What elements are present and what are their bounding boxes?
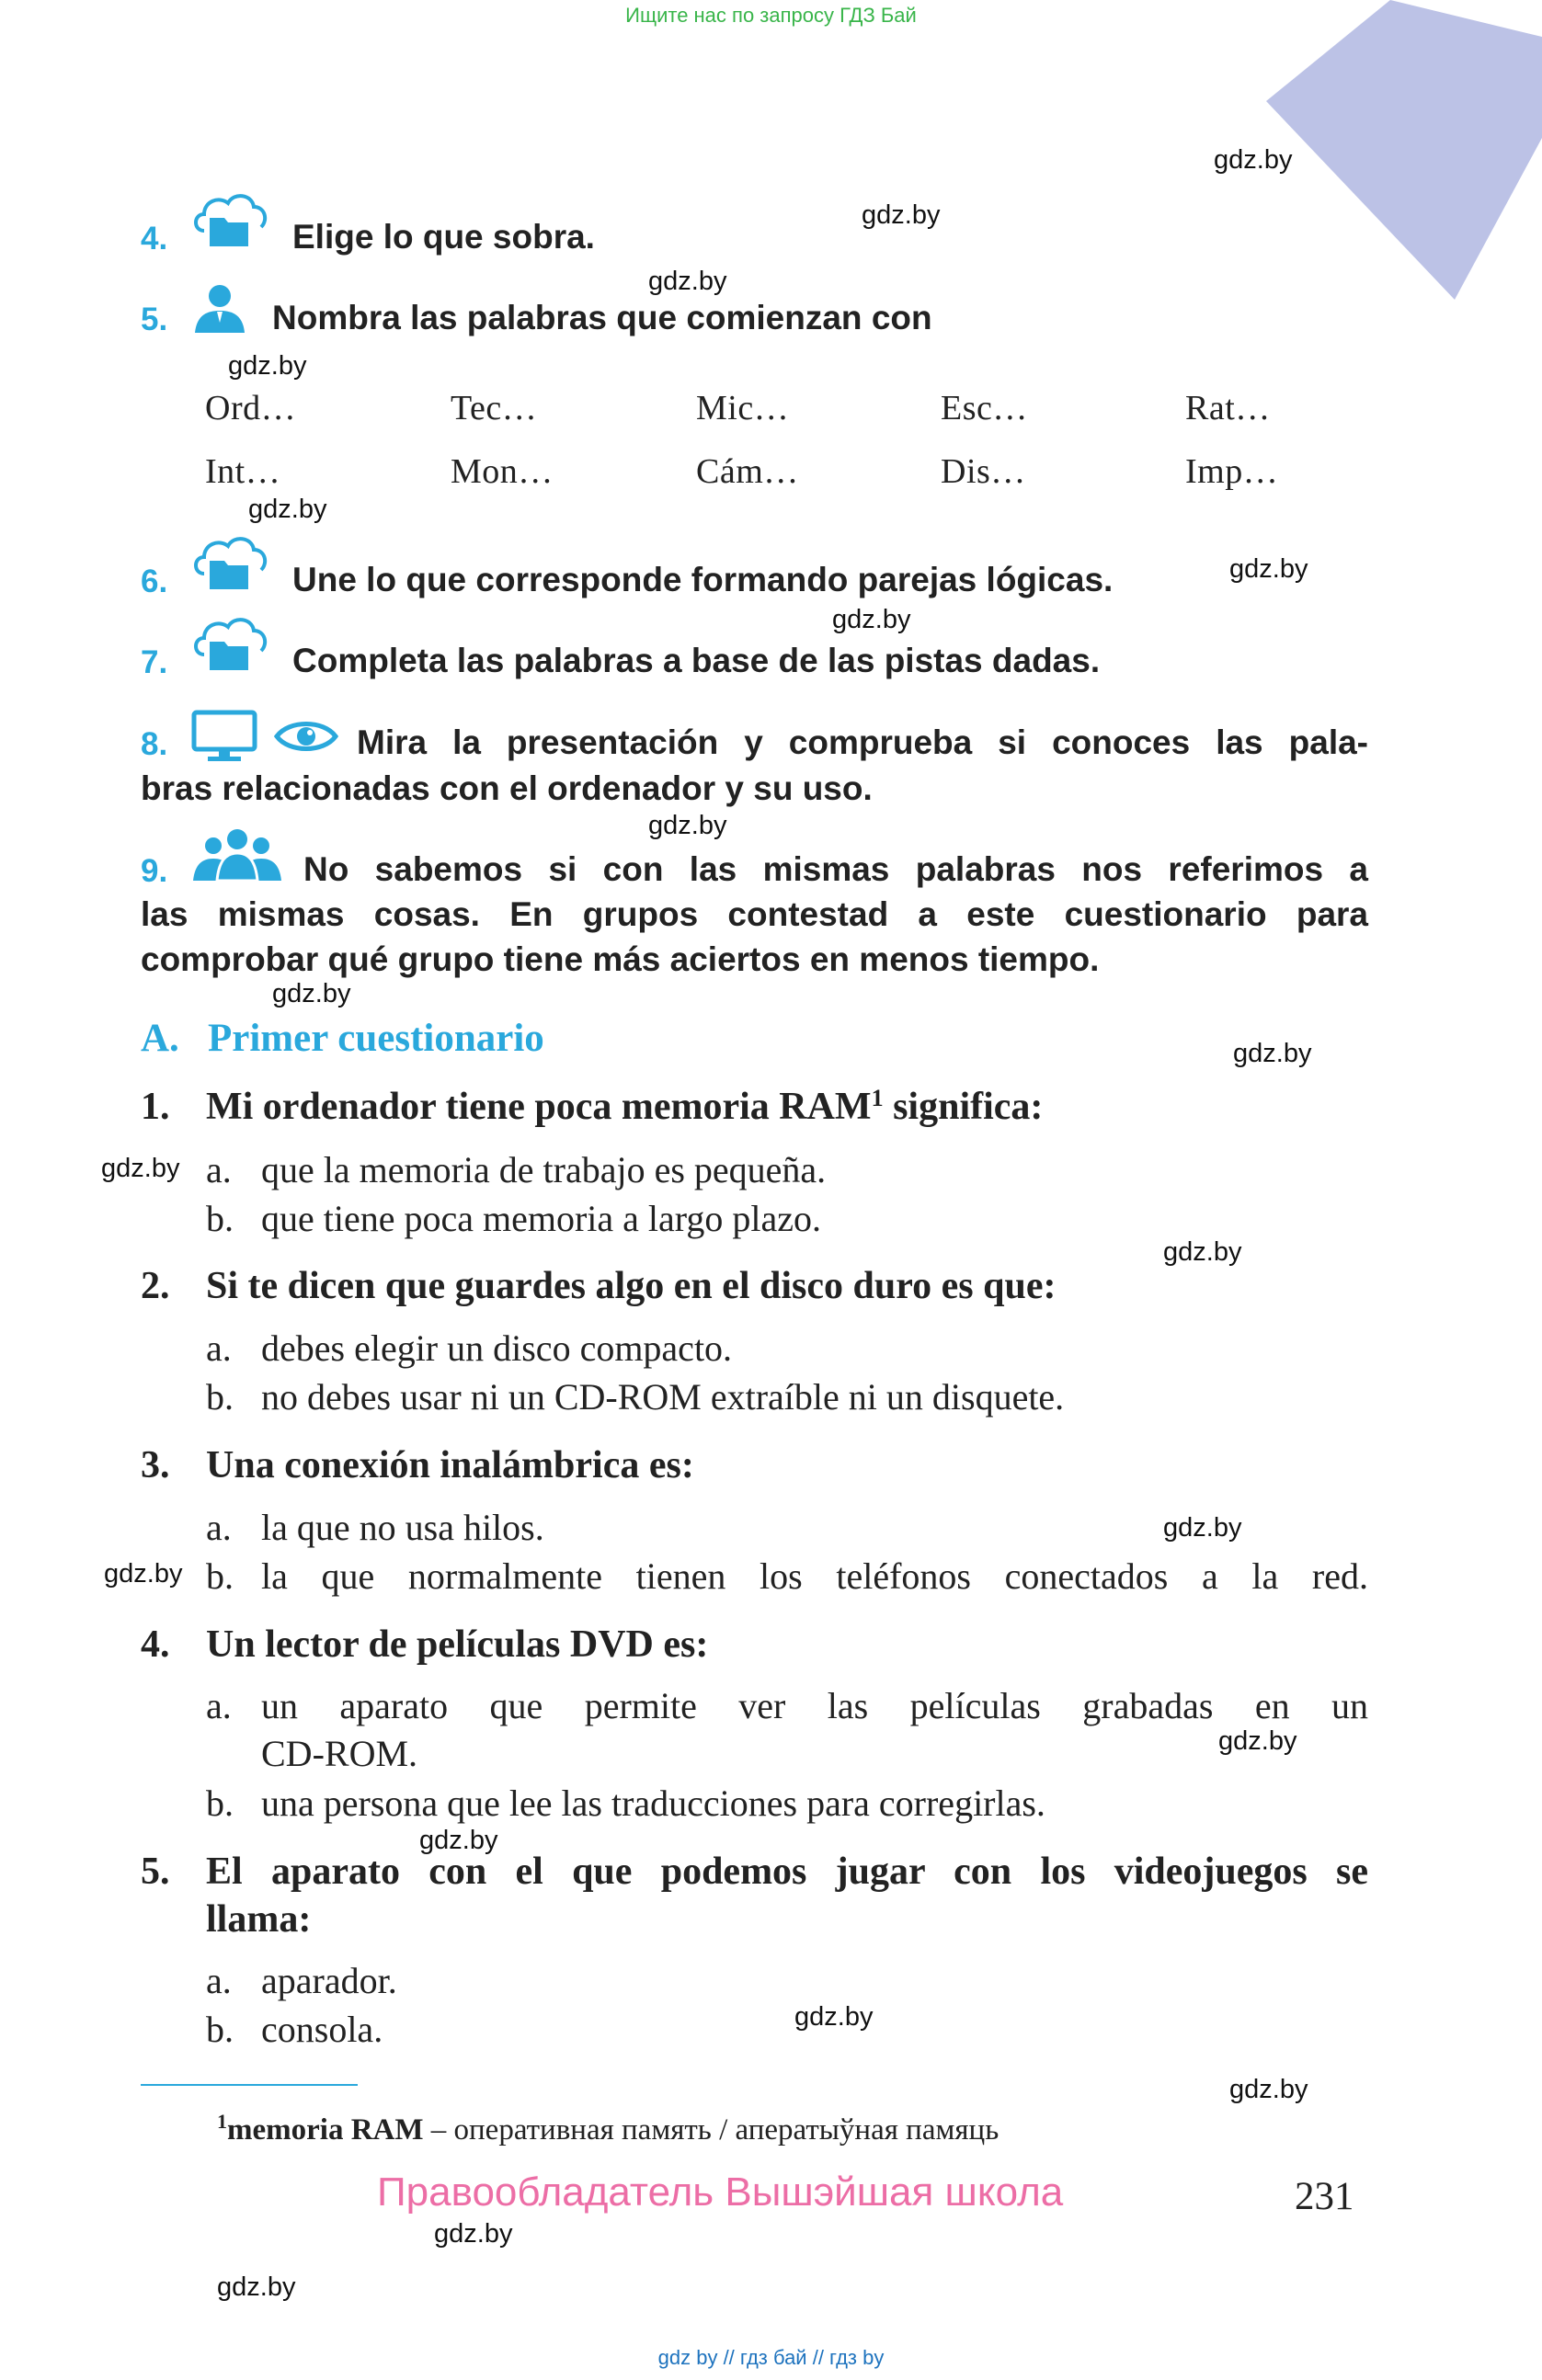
group-icon — [191, 827, 283, 881]
prefix-word: Cám… — [696, 452, 799, 491]
prefix-word: Dis… — [941, 452, 1026, 491]
watermark: gdz.by — [1229, 554, 1308, 584]
footnote-definition: – оперативная память / аператыўная памяць — [423, 2113, 999, 2147]
watermark: gdz.by — [434, 2219, 513, 2249]
option-text: un aparato que permite ver las películas grabadas en un — [261, 1685, 1368, 1726]
task-text: comprobar qué grupo tiene más aciertos en menos tiempo. — [141, 940, 1100, 978]
option-letter: b. — [206, 1376, 234, 1418]
question-number: 3. — [141, 1444, 170, 1486]
watermark: gdz.by — [419, 1826, 498, 1855]
option-text: CD-ROM. — [261, 1733, 418, 1774]
footnote-ref[interactable]: 1 — [871, 1085, 884, 1111]
watermark: gdz.by — [1229, 2075, 1308, 2104]
watermark: gdz.by — [794, 2002, 874, 2032]
watermark: gdz.by — [1163, 1513, 1242, 1543]
option-text: la que no usa hilos. — [261, 1507, 544, 1548]
option-text: debes elegir un disco compacto. — [261, 1327, 733, 1369]
task-text: Mira la presentación y comprueba si conoces las pala- — [357, 723, 1368, 761]
task-number: 6. — [141, 564, 168, 599]
copyright-holder: Правообладатель Вышэйшая школа — [377, 2169, 1064, 2215]
cloud-folder-icon — [191, 614, 270, 673]
person-icon — [191, 283, 248, 333]
option-text: que tiene poca memoria a largo plazo. — [261, 1198, 822, 1239]
task-number: 5. — [141, 302, 168, 337]
watermark: gdz.by — [1233, 1039, 1312, 1068]
question-number: 5. — [141, 1850, 170, 1893]
task-text: bras relacionadas con el ordenador y su uso. — [141, 769, 873, 807]
watermark: gdz.by — [648, 811, 727, 840]
option-letter: a. — [206, 1960, 232, 2001]
watermark: gdz.by — [832, 605, 911, 634]
monitor-icon — [191, 710, 257, 763]
option-text: la que normalmente tienen los teléfonos conectados a la red. — [261, 1555, 1368, 1597]
question-text: El aparato con el que podemos jugar con los videojuegos se — [206, 1850, 1368, 1893]
section-letter: A. — [141, 1017, 179, 1060]
option-text: no debes usar ni un CD-ROM extraíble ni un disquete. — [261, 1376, 1065, 1418]
prefix-word: Mic… — [696, 389, 790, 427]
section-title: Primer cuestionario — [208, 1017, 544, 1060]
question-text: Si te dicen que guardes algo en el disco duro es que: — [206, 1265, 1057, 1307]
page-number: 231 — [1295, 2175, 1354, 2218]
option-letter: b. — [206, 1198, 234, 1239]
option-letter: a. — [206, 1149, 232, 1190]
watermark: gdz.by — [1218, 1726, 1297, 1756]
question-text: llama: — [206, 1898, 312, 1941]
prefix-word: Rat… — [1185, 389, 1271, 427]
footnote-mark: 1 — [217, 2110, 227, 2133]
watermark: gdz.by — [228, 351, 307, 381]
watermark: gdz.by — [862, 200, 941, 230]
question-text: Mi ordenador tiene poca memoria RAM$^1$ significa: — [206, 1085, 1044, 1128]
task-text: las mismas cosas. En grupos contestad a este cuestionario para — [141, 895, 1368, 933]
option-letter: b. — [206, 2009, 234, 2050]
cloud-folder-icon — [191, 533, 270, 592]
prefix-word: Imp… — [1185, 452, 1279, 491]
top-banner[interactable]: Ищите нас по запросу ГДЗ Бай — [625, 4, 917, 27]
task-number: 8. — [141, 726, 168, 762]
option-letter: a. — [206, 1685, 232, 1726]
option-text: una persona que lee las traducciones para corregirlas. — [261, 1782, 1045, 1824]
watermark: gdz.by — [104, 1559, 183, 1589]
option-letter: a. — [206, 1327, 232, 1369]
corner-decoration — [1266, 0, 1542, 303]
question-number: 1. — [141, 1086, 170, 1128]
watermark: gdz.by — [1214, 145, 1293, 175]
footnote-divider — [141, 2084, 358, 2086]
task-text: Nombra las palabras que comienzan con — [272, 299, 932, 336]
question-number: 4. — [141, 1623, 170, 1666]
task-text: Elige lo que sobra. — [292, 218, 595, 256]
prefix-word: Mon… — [451, 452, 554, 491]
task-number: 4. — [141, 221, 168, 256]
question-text: Un lector de películas DVD es: — [206, 1623, 709, 1666]
option-text: aparador. — [261, 1960, 397, 2001]
watermark: gdz.by — [101, 1154, 180, 1183]
question-text: Una conexión inalámbrica es: — [206, 1444, 694, 1486]
watermark: gdz.by — [1163, 1237, 1242, 1267]
watermark: gdz.by — [217, 2272, 296, 2302]
option-text: que la memoria de trabajo es pequeña. — [261, 1149, 827, 1190]
cloud-folder-icon — [191, 190, 270, 249]
option-letter: b. — [206, 1555, 234, 1597]
task-text: Une lo que corresponde formando parejas lógicas. — [292, 561, 1114, 598]
prefix-word: Int… — [205, 452, 281, 491]
task-text: No sabemos si con las mismas palabras nos referimos a — [303, 850, 1368, 888]
eye-icon — [274, 717, 338, 756]
prefix-word: Esc… — [941, 389, 1028, 427]
task-number: 9. — [141, 853, 168, 889]
task-number: 7. — [141, 644, 168, 680]
option-letter: b. — [206, 1782, 234, 1824]
task-text: Completa las palabras a base de las pistas dadas. — [292, 642, 1101, 679]
option-text: consola. — [261, 2009, 383, 2050]
bottom-links[interactable]: gdz by // гдз бай // гдз by — [657, 2346, 885, 2369]
footnote — [217, 2110, 999, 2147]
watermark: gdz.by — [248, 495, 327, 524]
question-number: 2. — [141, 1265, 170, 1307]
prefix-word: Ord… — [205, 389, 297, 427]
option-letter: a. — [206, 1507, 232, 1548]
footnote-term: memoria RAM — [227, 2113, 424, 2147]
watermark: gdz.by — [272, 979, 351, 1008]
prefix-word: Tec… — [451, 389, 538, 427]
watermark: gdz.by — [648, 267, 727, 296]
